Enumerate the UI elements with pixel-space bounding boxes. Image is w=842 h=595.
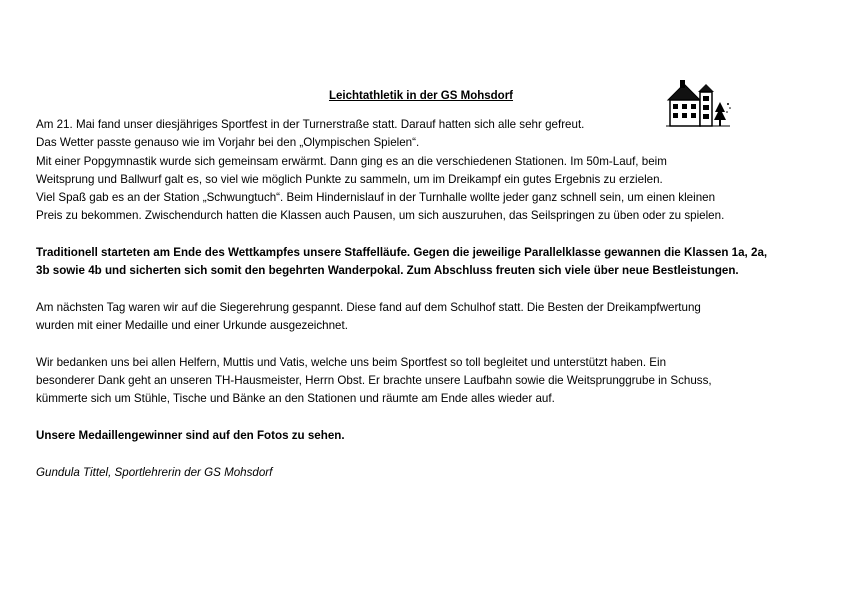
- document-title: Leichtathletik in der GS Mohsdorf: [328, 90, 514, 102]
- paragraph-2: [36, 244, 816, 281]
- text-line: 3b sowie 4b und sicherten sich somit den begehrten Wanderpokal. Zum Abschluss freuten sich viele über neue Bestleistungen.: [36, 264, 739, 278]
- text-line: Weitsprung und Ballwurf galt es, so viel wie möglich Punkte zu sammeln, um im Dreikampf ein gutes Ergebnis zu erzielen.: [36, 172, 663, 186]
- text-line: Am 21. Mai fand unser diesjähriges Sportfest in der Turnerstraße statt. Darauf hatten sich alle sehr gefreut.: [36, 118, 585, 131]
- text-line: wurden mit einer Medaille und einer Urkunde ausgezeichnet.: [36, 319, 348, 333]
- signature-line: Gundula Tittel, Sportlehrerin der GS Mohsdorf: [36, 465, 273, 479]
- paragraph-4: [36, 354, 816, 409]
- text-line: Traditionell starteten am Ende des Wettkampfes unsere Staffelläufe. Gegen die jeweilige Parallelklasse gewannen die Klassen 1a, 2a,: [36, 246, 768, 260]
- text-line: Viel Spaß gab es an der Station „Schwungtuch“. Beim Hindernislauf in der Turnhalle wollte jeder ganz schnell sein, um einen kleinen: [36, 191, 716, 205]
- text-line: Unsere Medaillengewinner sind auf den Fotos zu sehen.: [36, 429, 345, 443]
- paragraph-3: [36, 299, 816, 336]
- paragraph-5: [36, 427, 816, 445]
- text-line: Am nächsten Tag waren wir auf die Siegerehrung gespannt. Diese fand auf dem Schulhof statt. Die Besten der Dreikampfwertung: [36, 300, 701, 314]
- text-line: besonderer Dank geht an unseren TH-Hausmeister, Herrn Obst. Er brachte unsere Laufbahn sowie die Weitsprunggrube in Schuss,: [36, 374, 712, 388]
- text-line: Das Wetter passte genauso wie im Vorjahr bei den „Olympischen Spielen“.: [36, 136, 420, 150]
- text-line: kümmerte sich um Stühle, Tische und Bänke an den Stationen und räumte am Ende alles wieder auf.: [36, 392, 555, 406]
- text-line: Wir bedanken uns bei allen Helfern, Muttis und Vatis, welche uns beim Sportfest so toll begleitet und unterstützt haben. Ein: [36, 355, 667, 369]
- paragraph-1: [36, 116, 816, 226]
- text-line: Mit einer Popgymnastik wurde sich gemeinsam erwärmt. Dann ging es an die verschiedenen Stationen. Im 50m-Lauf, beim: [36, 154, 667, 168]
- signature: [36, 464, 816, 482]
- text-line: Preis zu bekommen. Zwischendurch hatten die Klassen auch Pausen, um sich auszuruhen, das Seilspringen zu üben oder zu spielen.: [36, 209, 725, 223]
- document-body: [36, 116, 816, 482]
